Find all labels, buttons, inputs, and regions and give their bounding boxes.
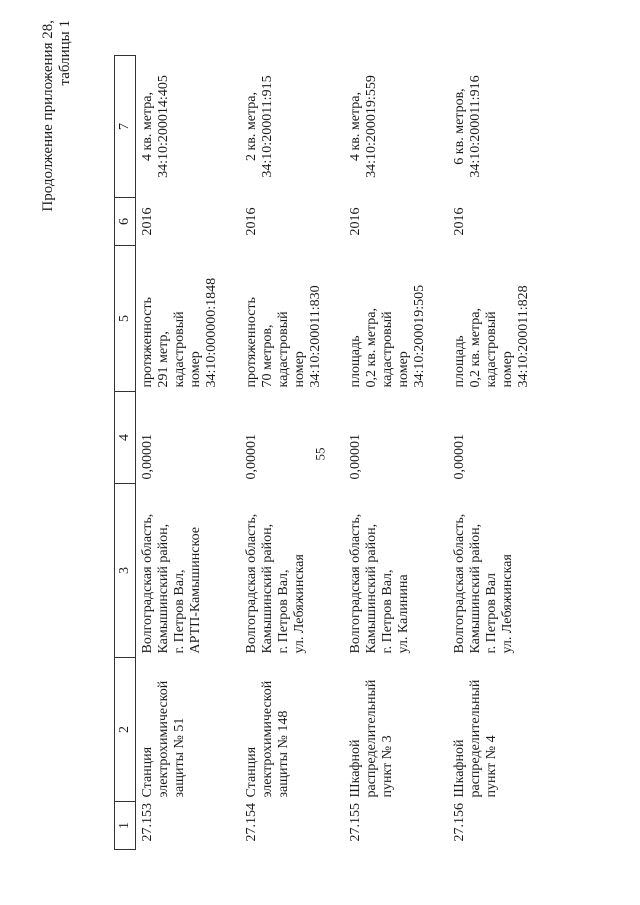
page-number-text: 55 (312, 447, 327, 461)
object-address: Волгоградская область, Камышинский район, г. Петров Вал, ул. Лебяжинская (244, 513, 307, 654)
object-area: 4 кв. метра, 34:10:200019:559 (348, 75, 379, 178)
object-area: 2 кв. метра, 34:10:200011:915 (244, 75, 275, 178)
object-value: 0,00001 (244, 434, 259, 480)
object-description: площадь 0,2 кв. метра, кадастровый номер 34:10:200011:828 (452, 285, 531, 388)
column-number-row (115, 56, 136, 850)
column-header: 6 (115, 198, 136, 246)
row-number: 27.155 (348, 803, 363, 842)
table-row (448, 56, 552, 850)
object-name: Станция электрохимической защиты № 148 (244, 680, 291, 798)
row-number: 27.154 (244, 803, 259, 842)
object-name: Станция электрохимической защиты № 51 (140, 680, 187, 798)
column-header: 3 (115, 484, 136, 658)
object-area: 6 кв. метров, 34:10:200011:916 (452, 75, 483, 178)
object-area: 4 кв. метра, 34:10:200014:405 (140, 75, 171, 178)
object-year: 2016 (452, 207, 467, 236)
object-name: Шкафной распределительный пункт № 4 (452, 679, 499, 798)
table-row (136, 56, 241, 850)
object-address: Волгоградская область, Камышинский район, г. Петров Вал, ул. Калинина (348, 513, 411, 654)
object-description: протяженность 291 метр, кадастровый номер 34:10:000000:1848 (140, 277, 219, 388)
object-address: Волгоградская область, Камышинский район, г. Петров Вал ул. Лебяжинская (452, 513, 515, 654)
row-number: 27.156 (452, 803, 467, 842)
column-header: 5 (115, 246, 136, 392)
object-year: 2016 (244, 207, 259, 236)
object-value: 0,00001 (452, 434, 467, 480)
caption-line-2: таблицы 1 (57, 20, 73, 86)
caption-line-1: Продолжение приложения 28, (40, 20, 56, 212)
object-value: 0,00001 (348, 434, 363, 480)
object-value: 0,00001 (140, 434, 155, 480)
object-year: 2016 (140, 207, 155, 236)
object-address: Волгоградская область, Камышинский район, г. Петров Вал, АРТП-Камышинское (140, 513, 203, 654)
object-year: 2016 (348, 207, 363, 236)
property-table (114, 55, 552, 850)
object-description: площадь 0,2 кв. метра, кадастровый номер 34:10:200019:505 (348, 284, 427, 388)
column-header: 1 (115, 802, 136, 850)
object-description: протяженность 70 метров, кадастровый номер 34:10:200011:830 (244, 285, 323, 388)
column-header: 2 (115, 658, 136, 802)
column-header: 7 (115, 56, 136, 198)
object-name: Шкафной распределительный пункт № 3 (348, 679, 395, 798)
column-header: 4 (115, 392, 136, 484)
table-caption (40, 20, 74, 212)
table-row (344, 56, 448, 850)
row-number: 27.153 (140, 803, 155, 842)
table-row (240, 56, 344, 850)
